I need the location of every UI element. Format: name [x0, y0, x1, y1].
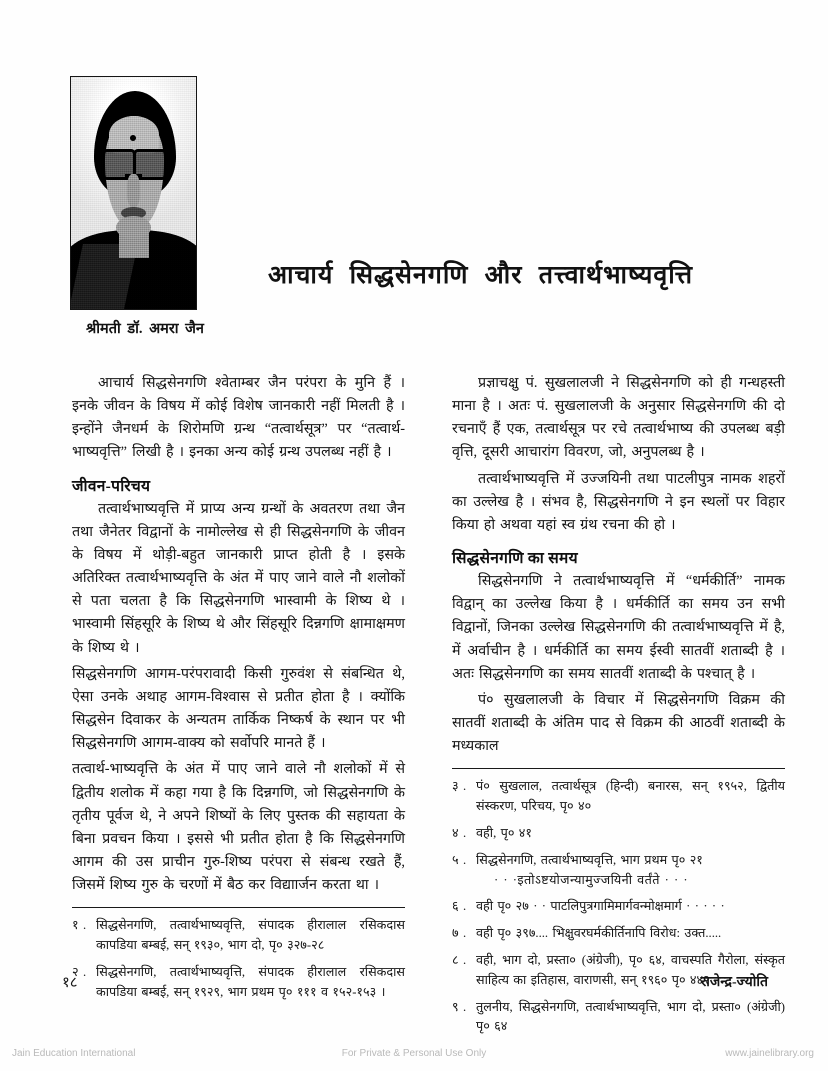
watermark-usage-notice: For Private & Personal Use Only	[341, 1048, 487, 1059]
section-heading-siddhasenagani-ka-samay: सिद्धसेनगणि का समय	[452, 550, 578, 568]
footnote-number: ५ .	[452, 852, 467, 867]
watermark-organization: Jain Education International	[12, 1048, 136, 1059]
right-footnote-list	[452, 777, 785, 1037]
footnote-number: १ .	[72, 918, 87, 933]
footnote-number: ८ .	[452, 953, 467, 968]
footnote-text-main: सिद्धसेनगणि, तत्वार्थभाष्यवृत्ति, भाग प्रथम पृ० २१	[476, 852, 703, 867]
halftone-grain-overlay	[71, 77, 196, 309]
footnote-item	[452, 998, 785, 1038]
right-text-column	[452, 372, 785, 1044]
article-title: आचार्य सिद्धसेनगणि और तत्त्वार्थभाष्यवृत्ति	[268, 261, 694, 289]
footnote-item	[452, 924, 785, 944]
footnote-text: वही, भाग दो, प्रस्ता० (अंग्रेजी), पृ० ६४, वाचस्पति गैरोला, संस्कृत साहित्य का इतिहास, वाराणसी, सन् १९६० पृ० ४४२	[476, 953, 785, 987]
footnote-number: ७ .	[452, 926, 467, 941]
footnote-separator-rule	[452, 768, 785, 769]
footnote-separator-rule	[72, 907, 405, 908]
footnote-quotation: · · ·इतोऽष्टयोजन्यामुज्जयिनी वर्तंते · · ·	[494, 872, 689, 887]
left-text-column	[72, 372, 405, 1010]
footnote-item	[452, 897, 785, 917]
footnote-item	[72, 916, 405, 956]
paragraph: पं० सुखलालजी के विचार में सिद्धसेनगणि विक्रम की सातवीं शताब्दी के अंतिम पाद से विक्रम की आठवीं शताब्दी के मध्यकाल	[452, 691, 785, 755]
article-masthead	[0, 0, 828, 360]
footnote-item	[452, 824, 785, 844]
author-byline: श्रीमती डॉ. अमरा जैन	[86, 321, 204, 337]
paragraph: आचार्य सिद्धसेनगणि श्वेताम्बर जैन परंपरा के मुनि हैं । इनके जीवन के विषय में कोई विशेष जानकारी नहीं मिलती है । इन्होंने जैनधर्म के शिरोमणि ग्रन्थ “तत्वार्थसूत्र” पर “तत्वार्थ-भाष्यवृत्ति” लिखी है । इनका अन्य कोई ग्रन्थ उपलब्ध नहीं है ।	[72, 375, 405, 461]
footnote-number: २ .	[72, 964, 87, 979]
footnote-text: तुलनीय, सिद्धसेनगणि, तत्वार्थभाष्यवृत्ति, भाग दो, प्रस्ता० (अंग्रेजी) पृ० ६४	[476, 999, 785, 1034]
page-number: १८	[62, 975, 78, 991]
left-footnote-list	[72, 916, 405, 1002]
journal-name: राजेन्द्र-ज्योति	[700, 975, 768, 990]
paragraph: सिद्धसेनगणि ने तत्वार्थभाष्यवृत्ति में “धर्मकीर्ति” नामक विद्वान् का उल्लेख किया है । धर्मकीर्ति का समय उन सभी विद्वानों, जिनका उल्लेख सिद्धसेनगणि की तत्वार्थभाष्यवृत्ति में है, में अर्वाचीन है । धर्मकीर्ति का समय ईस्वी सातवीं शताब्दी है । अतः सिद्धसेनगणि का समय सातवीं शताब्दी के पश्चात् है ।	[452, 573, 785, 682]
footnote-number: ६ .	[452, 899, 467, 914]
footnote-item	[452, 777, 785, 817]
footnote-text: वही पृ० २७ · · पाटलिपुत्रगामिमार्गवन्मोक्षमार्ग · · · · ·	[476, 899, 725, 914]
footnote-text: सिद्धसेनगणि, तत्वार्थभाष्यवृत्ति, संपादक हीरालाल रसिकदास कापडिया बम्बई, सन् १९२९, भाग प्रथम पृ० १११ व १५२-१५३ ।	[96, 964, 405, 999]
author-portrait-photo	[70, 76, 197, 310]
footnote-text	[476, 851, 785, 891]
footnote-text: वही पृ० ३९७.... भिक्षुवरघर्मकीर्तिनापि विरोध: उक्त.....	[476, 926, 722, 941]
paragraph: तत्वार्थ-भाष्यवृत्ति के अंत में पाए जाने वाले नौ शलोकों में से द्वितीय शलोक में कहा गया है कि दिन्नगणि, जो सिद्धसेनगणि के तृतीय पूर्वज थे, ने अपने शिष्यों के लिए पुस्तक की सहायता के बिना प्रवचन किया । इससे भी प्रतीत होता है कि सिद्धसेनगणि आगम की उस प्राचीन गुरु-शिष्य परंपरा से संबन्ध रखते हैं, जिसमें शिष्य गुरु के चरणों में बैठ कर विद्याार्जन करता था ।	[72, 761, 405, 894]
footnote-text: सिद्धसेनगणि, तत्वार्थभाष्यवृत्ति, संपादक हीरालाल रसिकदास कापडिया बम्बई, सन् १९३०, भाग दो, पृ० ३२७-२८	[96, 918, 405, 953]
paragraph: तत्वार्थभाष्यवृत्ति में प्राप्य अन्य ग्रन्थों के अवतरण तथा जैन तथा जैनेतर विद्वानों के नामोल्लेख से ही सिद्धसेनगणि के जीवन के विषय में थोड़ी-बहुत जानकारी प्राप्त होती है । इसके अतिरिक्त तत्वार्थभाष्यवृत्ति के अंत में पाए जाने वाले नौ शलोकों से पता चलता है कि सिद्धसेनगणि भास्वामी के शिष्य थे । भास्वामी सिंहसूरि के शिष्य थे और सिंहसूरि दिन्नगणि क्षामाक्षमण के शिष्य थे ।	[72, 500, 405, 656]
paragraph: प्रज्ञाचक्षु पं. सुखलालजी ने सिद्धसेनगणि को ही गन्धहस्ती माना है । अतः पं. सुखलालजी के अनुसार सिद्धसेनगणि की दो रचनाएँ हैं एक, तत्वार्थसूत्र पर रचे तत्वार्थभाष्य की उपलब्ध बड़ी वृत्ति, दूसरी आचारांग विवरण, जो, अनुपलब्ध है ।	[452, 375, 785, 461]
footnote-text: पं० सुखलाल, तत्वार्थसूत्र (हिन्दी) बनारस, सन् १९५२, द्वितीय संस्करण, परिचय, पृ० ४०	[476, 779, 785, 814]
watermark-website-url[interactable]: www.jainelibrary.org	[725, 1048, 814, 1059]
footnote-text: वही, पृ० ४१	[476, 825, 532, 840]
digital-library-watermark-bar	[0, 1036, 828, 1071]
footnote-item	[452, 851, 785, 891]
paragraph: तत्वार्थभाष्यवृत्ति में उज्जयिनी तथा पाटलीपुत्र नामक शहरों का उल्लेख है । संभव है, सिद्धसेनगणि ने इन स्थलों पर विहार किया हो अथवा यहां स्व ग्रंथ रचना की हो ।	[452, 470, 785, 533]
footnote-number: ४ .	[452, 825, 467, 840]
section-heading-jeevan-parichay: जीवन-परिचय	[72, 477, 151, 495]
footnote-number: ३ .	[452, 779, 467, 794]
footnote-number: ९ .	[452, 999, 467, 1014]
paragraph: सिद्धसेनगणि आगम-परंपरावादी किसी गुरुवंश से संबन्धित थे, ऐसा उनके अथाह आगम-विश्वास से प्रतीत होता है । क्योंकि सिद्धसेन दिवाकर के अन्यतम तार्किक निष्कर्ष के स्थान पर भी सिद्धसेनगणि आगम-वाक्य को सर्वोपरि मानते हैं ।	[72, 665, 405, 752]
footnote-item	[72, 963, 405, 1003]
